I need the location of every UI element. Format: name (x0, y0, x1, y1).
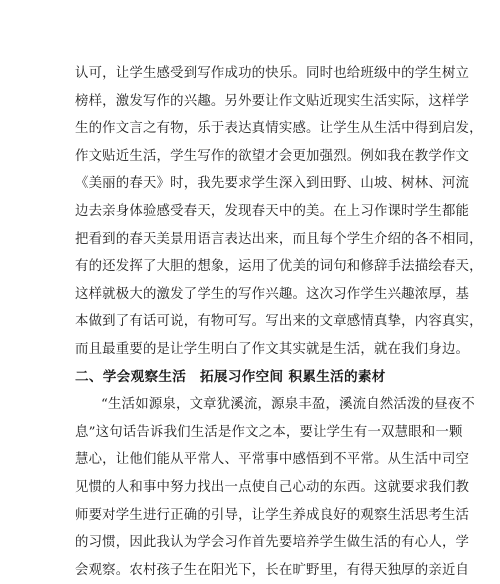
text-line: 作文贴近生活，学生写作的欲望才会更加强烈。例如我在教学作文 (75, 148, 470, 164)
text-line: 这样就极大的激发了学生的写作兴趣。这次习作学生兴趣浓厚，基 (75, 286, 470, 302)
text-line: 《美丽的春天》时，我先要求学生深入到田野、山坡、树林、河流 (75, 176, 470, 192)
text-line: 榜样，激发写作的兴趣。另外要让作文贴近现实生活实际，这样学 (75, 93, 470, 109)
section-heading: 二、学会观察生活 拓展习作空间 积累生活的素材 (75, 368, 386, 385)
text-line: 师要对学生进行正确的引导，让学生养成良好的观察生活思考生活 (75, 507, 470, 523)
text-line: 会观察。农村孩子生在阳光下，长在旷野里，有得天独厚的亲近自 (75, 562, 470, 578)
text-line: 本做到了有话可说，有物可写。写出来的文章感情真挚，内容真实， (75, 314, 483, 330)
text-line: 的习惯，因此我认为学会习作首先要培养学生做生活的有心人，学 (75, 535, 470, 551)
text-line: 而且最重要的是让学生明白了作文其实就是生活，就在我们身边。 (75, 341, 470, 357)
text-line: 认可，让学生感受到写作成功的快乐。同时也给班级中的学生树立 (75, 66, 470, 81)
text-line: 把看到的春天美景用语言表达出来，而且每个学生介绍的各不相同， (75, 231, 483, 247)
text-line: “生活如源泉，文章犹溪流，源泉丰盈，溪流自然活泼的昼夜不 (101, 397, 475, 413)
text-line: 慧心，让他们能从平常人、平常事中感悟到不平常。从生活中司空 (75, 452, 470, 468)
text-line: 见惯的人和事中努力找出一点使自己心动的东西。这就要求我们教 (75, 479, 470, 495)
text-line: 有的还发挥了大胆的想象，运用了优美的词句和修辞手法描绘春天， (75, 259, 483, 275)
text-line: 边去亲身体验感受春天，发现春天中的美。在上习作课时学生都能 (75, 203, 470, 219)
document-body (75, 60, 483, 578)
text-line: 息”这句话告诉我们生活是作文之本，要让学生有一双慧眼和一颗 (75, 424, 463, 440)
text-line: 生的作文言之有物，乐于表达真情实感。让学生从生活中得到启发， (75, 121, 483, 137)
